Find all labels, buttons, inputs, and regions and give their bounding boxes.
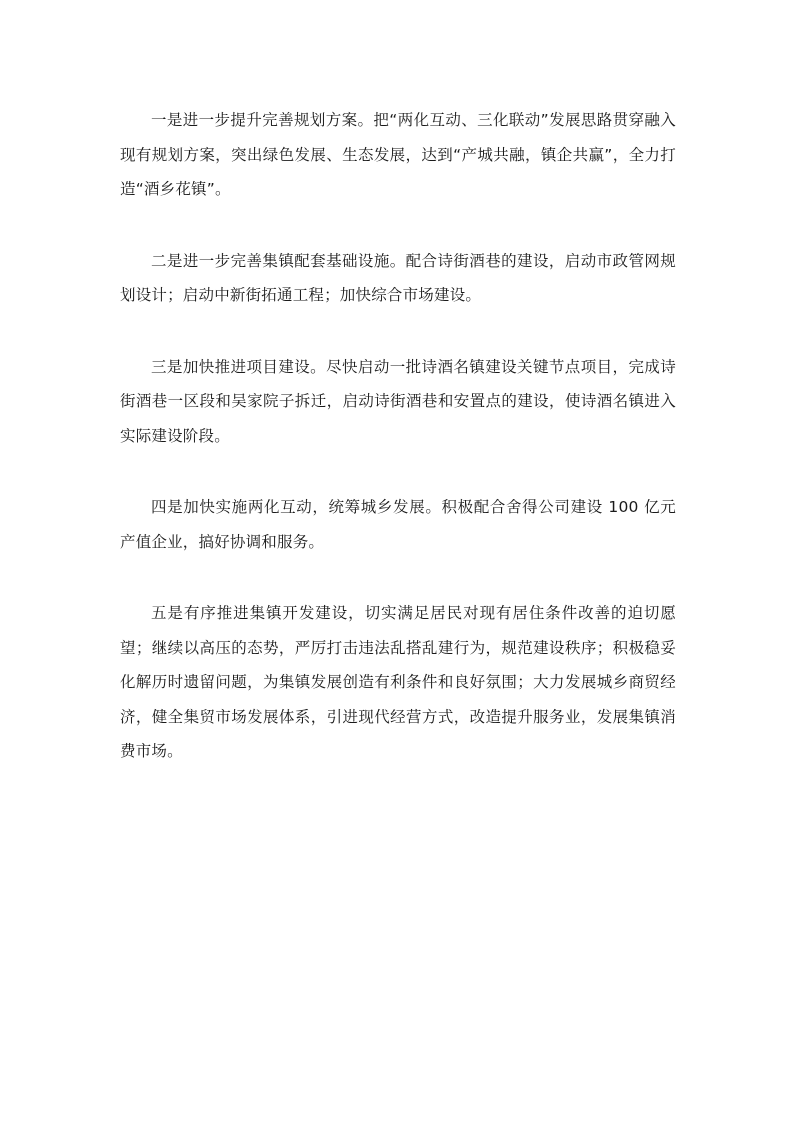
paragraph-4: 四是加快实施两化互动，统筹城乡发展。积极配合舍得公司建设 100 亿元产值企业，搞好协调和服务。 [120,498,676,551]
paragraph-5: 五是有序推进集镇开发建设，切实满足居民对现有居住条件改善的迫切愿望；继续以高压的态势，严厉打击违法乱搭乱建行为，规范建设秩序；积极稳妥化解历时遗留问题，为集镇发展创造有利条件和良好氛围；大力发展城乡商贸经济，健全集贸市场发展体系，引进现代经营方式，改造提升服务业，发展集镇消费市场。 [120,604,676,760]
document-body [120,103,676,806]
paragraph-3: 三是加快推进项目建设。尽快启动一批诗酒名镇建设关键节点项目，完成诗街酒巷一区段和吴家院子拆迁，启动诗街酒巷和安置点的建设，使诗酒名镇进入实际建设阶段。 [120,357,676,445]
paragraph-2: 二是进一步完善集镇配套基础设施。配合诗街酒巷的建设，启动市政管网规划设计；启动中新街拓通工程；加快综合市场建设。 [120,251,676,304]
paragraph-1: 一是进一步提升完善规划方案。把“两化互动、三化联动”发展思路贯穿融入现有规划方案，突出绿色发展、生态发展，达到“产城共融，镇企共赢”，全力打造“酒乡花镇”。 [120,111,676,198]
